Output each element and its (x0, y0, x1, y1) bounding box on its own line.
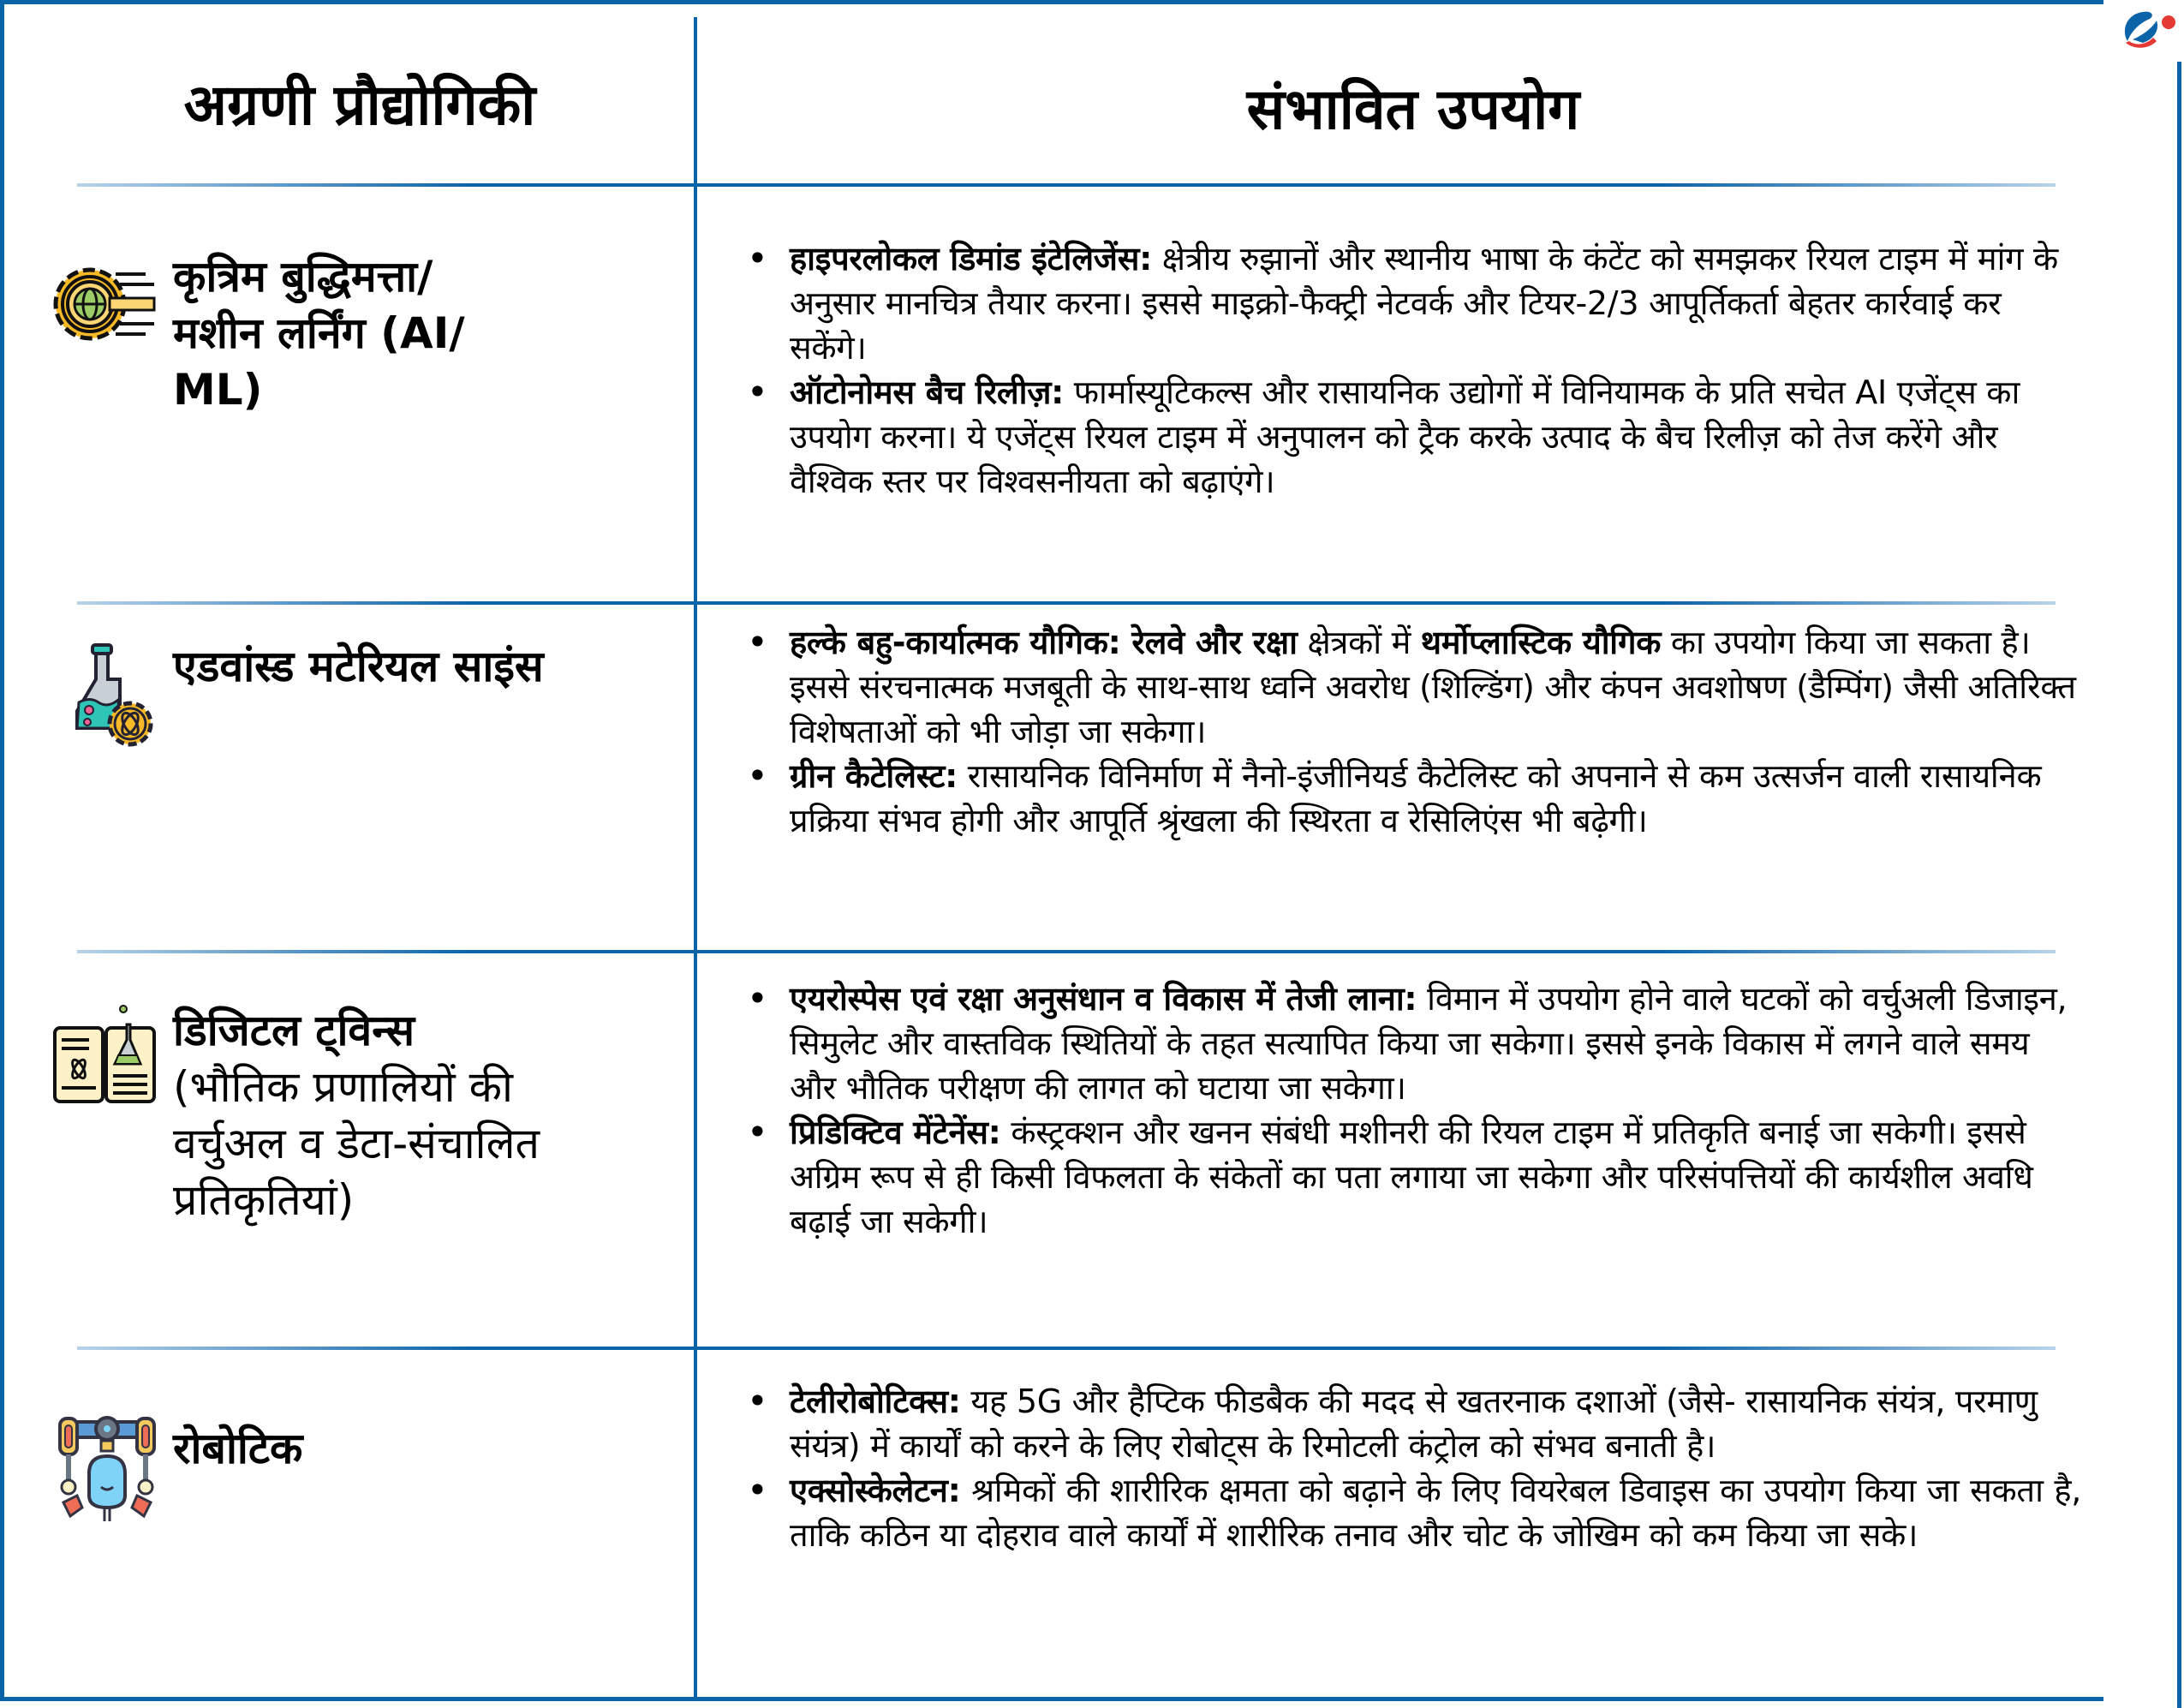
gear-globe-icon (51, 248, 163, 360)
row-divider (77, 950, 2056, 953)
robot-arm-icon (51, 1413, 163, 1525)
use-description: रासायनिक विनिर्माण में नैनो-इंजीनियर्ड कैटेलिस्ट को अपनाने से कम उत्सर्जन वाली रासायनिक प्रक्रिया संभव होगी और आपूर्ति श्रृंखला की स्थिरता व रेसिलिएंस भी बढ़ेगी। (790, 757, 2042, 839)
tech-name: रोबोटिक (173, 1424, 303, 1473)
use-title: ग्रीन कैटेलिस्ट: (790, 757, 958, 795)
column-header-technology: अग्रणी प्रौद्योगिकी (183, 72, 536, 138)
bullet-icon: • (747, 755, 768, 797)
list-item (728, 1379, 2081, 1468)
use-title: हल्के बहु-कार्यात्मक यौगिक: रेलवे और रक्षा (790, 624, 1298, 661)
use-title: ऑटोनोमस बैच रिलीज़: (790, 373, 1064, 411)
bullet-icon: • (747, 371, 768, 413)
use-description: कंस्ट्रक्शन और खनन संबंधी मशीनरी की रियल टाइम में प्रतिकृति बनाई जा सकेगी। इससे अग्रिम रूप से ही किसी विफलता के संकेतों का पता लगाया जा सकेगा और परिसंपत्तियों की कार्यशील अवधि बढ़ाई जा सकेगी। (790, 1114, 2033, 1240)
book-flask-icon (51, 1002, 163, 1114)
tech-name: एडवांस्ड मटेरियल साइंस (173, 642, 544, 691)
list-item (728, 754, 2081, 843)
row-divider (77, 1347, 2056, 1350)
bullet-icon: • (747, 1469, 768, 1511)
bullet-icon: • (747, 977, 768, 1019)
list-item (728, 976, 2081, 1110)
row-divider (77, 601, 2056, 605)
bullet-icon: • (747, 1111, 768, 1153)
tech-name: कृत्रिम बुद्धिमत्ता/ मशीन लर्निंग (AI/ ML) (173, 252, 465, 415)
right-border (2177, 62, 2181, 1708)
uses-advanced-material-science (728, 620, 2081, 843)
column-header-uses: संभावित उपयोग (1246, 76, 1580, 142)
use-description: क्षेत्रकों में (1297, 624, 1421, 661)
tech-description: (भौतिक प्रणालियों की वर्चुअल व डेटा-संचालित प्रतिकृतियां) (173, 1062, 540, 1225)
use-title: एक्सोस्केलेटन: (790, 1472, 961, 1509)
list-item (728, 370, 2081, 504)
use-title: एयरोस्पेस एवं रक्षा अनुसंधान व विकास में तेजी लाना: (790, 980, 1417, 1018)
brand-logo-icon (2109, 7, 2181, 60)
use-title: हाइपरलोकल डिमांड इंटेलिजेंस: (790, 240, 1152, 278)
use-title: प्रिडिक्टिव मेंटेनेंस: (790, 1114, 1001, 1151)
row-divider (77, 183, 2056, 187)
flask-gear-icon (51, 638, 163, 749)
bullet-icon: • (747, 621, 768, 663)
use-title: टेलीरोबोटिक्स: (790, 1383, 961, 1420)
column-divider (694, 17, 697, 1701)
tech-name: डिजिटल ट्विन्स (173, 1006, 415, 1055)
list-item (728, 1110, 2081, 1244)
list-item (728, 236, 2081, 370)
use-description: फार्मास्यूटिकल्स और रासायनिक उद्योगों में विनियामक के प्रति सचेत AI एजेंट्स का उपयोग करना। ये एजेंट्स रियल टाइम में अनुपालन को ट्रैक करके उत्पाद के बैच रिलीज़ को तेज करेंगे और वैश्विक स्तर पर विश्वसनीयता को बढ़ाएंगे। (790, 373, 2020, 500)
use-description: श्रमिकों की शारीरिक क्षमता को बढ़ाने के लिए वियरेबल डिवाइस का उपयोग किया जा सकता है, ताकि कठिन या दोहराव वाले कार्यों में शारीरिक तनाव और चोट के जोखिम को कम किया जा सके। (790, 1472, 2081, 1554)
tech-ai-ml (51, 248, 668, 418)
bullet-icon: • (747, 1380, 768, 1422)
list-item (728, 1468, 2081, 1557)
list-item (728, 620, 2081, 754)
bullet-icon: • (747, 237, 768, 279)
uses-digital-twins (728, 976, 2081, 1244)
use-description: विमान में उपयोग होने वाले घटकों को वर्चुअली डिजाइन, सिमुलेट और वास्तविक स्थितियों के तहत सत्यापित किया जा सकेगा। इससे इनके विकास में लगने वाले समय और भौतिक परीक्षण की लागत को घटाया जा सकेगा। (790, 980, 2068, 1107)
use-description: यह 5G और हैप्टिक फीडबैक की मदद से खतरनाक दशाओं (जैसे- रासायनिक संयंत्र, परमाणु संयंत्र) में कार्यों को करने के लिए रोबोट्स के रिमोटली कंट्रोल को संभव बनाती है। (790, 1383, 2038, 1465)
uses-ai-ml (728, 236, 2081, 504)
use-description: क्षेत्रीय रुझानों और स्थानीय भाषा के कंटेंट को समझकर रियल टाइम में मांग के अनुसार मानचित्र तैयार करना। इससे माइक्रो-फैक्ट्री नेटवर्क और टियर-2/3 आपूर्तिकर्ता बेहतर कार्रवाई कर सकेंगे। (790, 240, 2058, 367)
uses-robotics (728, 1379, 2081, 1557)
tech-robotics (51, 1413, 668, 1525)
tech-digital-twins (51, 1002, 668, 1228)
tech-advanced-material-science (51, 638, 668, 749)
use-description: का उपयोग किया जा सकता है। इससे संरचनात्मक मजबूती के साथ-साथ ध्वनि अवरोध (शिल्डिंग) और कंपन अवशोषण (डैम्पिंग) जैसी अतिरिक्त विशेषताओं को भी जोड़ा जा सकेगा। (790, 624, 2076, 750)
use-highlight: थर्मोप्लास्टिक यौगिक (1420, 624, 1662, 661)
